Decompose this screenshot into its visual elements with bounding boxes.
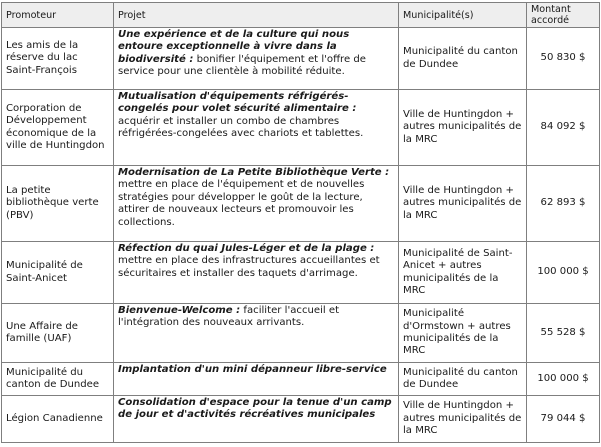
cell-promoteur: La petite bibliothèque verte (PBV) xyxy=(2,166,114,242)
cell-promoteur: Légion Canadienne xyxy=(2,396,114,443)
cell-montant: 55 528 $ xyxy=(527,304,600,363)
header-montant xyxy=(527,3,600,28)
cell-projet xyxy=(114,396,399,443)
projet-desc: mettre en place de l'équipement et de nouvelles stratégies pour développer le goût de la lecture, attirer de nouveaux lecteurs et promouvoir les collections. xyxy=(118,179,365,228)
cell-municipalite: Municipalité du canton de Dundee xyxy=(399,28,527,90)
cell-montant: 84 092 $ xyxy=(527,90,600,166)
cell-montant: 62 893 $ xyxy=(527,166,600,242)
cell-municipalite: Municipalité d'Ormstown + autres municipalités de la MRC xyxy=(399,304,527,363)
cell-promoteur: Une Affaire de famille (UAF) xyxy=(2,304,114,363)
header-montant-line2: accordé xyxy=(531,15,570,26)
cell-promoteur: Les amis de la réserve du lac Saint-François xyxy=(2,28,114,90)
cell-projet xyxy=(114,304,399,363)
cell-projet xyxy=(114,166,399,242)
projet-title: Modernisation de La Petite Bibliothèque Verte : xyxy=(118,167,390,178)
cell-municipalite: Ville de Huntingdon + autres municipalités de la MRC xyxy=(399,90,527,166)
cell-municipalite: Ville de Huntingdon + autres municipalités de la MRC xyxy=(399,396,527,443)
projet-desc: mettre en place des infrastructures accueillantes et sécuritaires et installer des taquets d'arrimage. xyxy=(118,255,380,279)
header-municipalite: Municipalité(s) xyxy=(399,3,527,28)
table-row xyxy=(2,363,600,396)
cell-municipalite: Municipalité de Saint-Anicet + autres municipalités de la MRC xyxy=(399,242,527,304)
cell-municipalite: Ville de Huntingdon + autres municipalités de la MRC xyxy=(399,166,527,242)
projet-desc: faciliter l'accueil et l'intégration des nouveaux arrivants. xyxy=(118,305,340,329)
header-montant-line1: Montant xyxy=(531,4,571,15)
projet-title: Implantation d'un mini dépanneur libre-service xyxy=(118,364,387,375)
header-promoteur: Promoteur xyxy=(2,3,114,28)
projet-desc: acquérir et installer un combo de chambres réfrigérées-congelées avec chariots et tablettes. xyxy=(118,115,364,140)
cell-projet xyxy=(114,90,399,166)
table-row xyxy=(2,90,600,166)
cell-promoteur: Municipalité de Saint-Anicet xyxy=(2,242,114,304)
projet-title: Bienvenue-Welcome : xyxy=(118,305,241,316)
cell-projet xyxy=(114,363,399,396)
table-row xyxy=(2,396,600,443)
cell-promoteur: Municipalité du canton de Dundee xyxy=(2,363,114,396)
funding-table xyxy=(1,2,600,443)
cell-montant: 50 830 $ xyxy=(527,28,600,90)
projet-title: Mutualisation d'équipements réfrigérés-congelés pour volet sécurité alimentaire : xyxy=(118,91,357,115)
header-row xyxy=(2,3,600,28)
table-row xyxy=(2,166,600,242)
cell-projet xyxy=(114,242,399,304)
projet-title: Consolidation d'espace pour la tenue d'un camp de jour et d'activités récréatives municipales xyxy=(118,397,392,421)
cell-montant: 100 000 $ xyxy=(527,242,600,304)
cell-montant: 100 000 $ xyxy=(527,363,600,396)
table-row xyxy=(2,28,600,90)
header-projet: Projet xyxy=(114,3,399,28)
projet-title: Une expérience et de la culture qui nous entoure exceptionnelle à vivre dans la biodiversité : xyxy=(118,29,350,65)
table-row xyxy=(2,304,600,363)
projet-title: Réfection du quai Jules-Léger et de la plage : xyxy=(118,243,375,254)
cell-montant: 79 044 $ xyxy=(527,396,600,443)
cell-promoteur: Corporation de Développement économique de la ville de Huntingdon xyxy=(2,90,114,166)
projet-desc: bonifier l'équipement et l'offre de service pour une clientèle à mobilité réduite. xyxy=(118,53,366,78)
cell-projet xyxy=(114,28,399,90)
table-row xyxy=(2,242,600,304)
cell-municipalite: Municipalité du canton de Dundee xyxy=(399,363,527,396)
